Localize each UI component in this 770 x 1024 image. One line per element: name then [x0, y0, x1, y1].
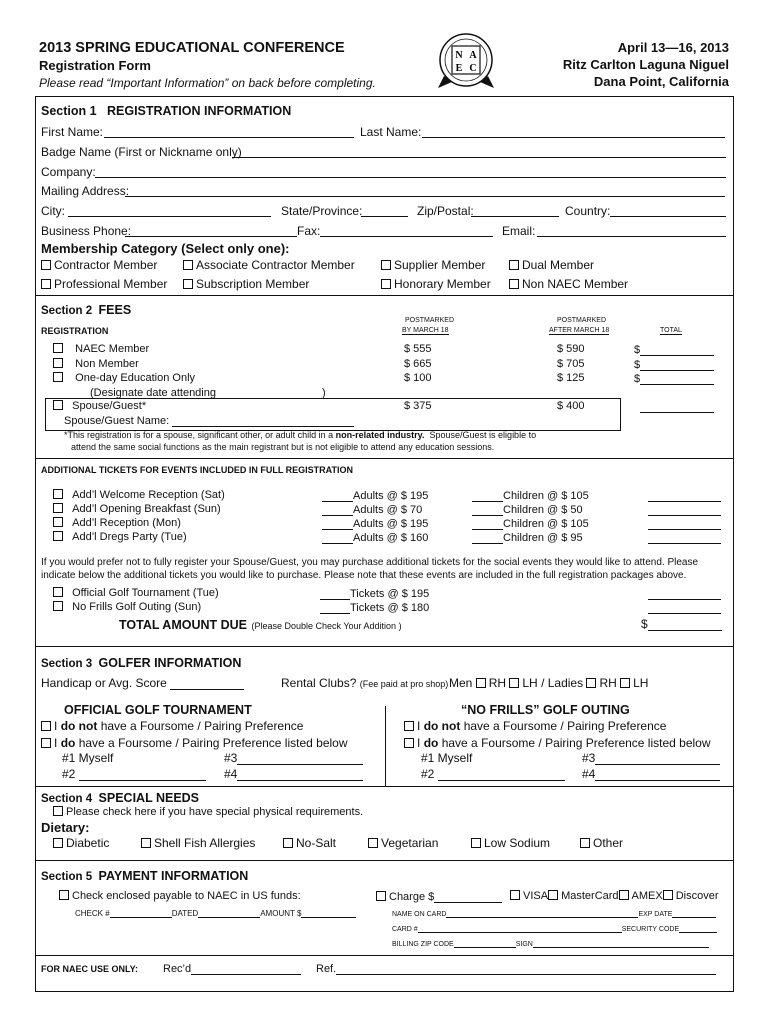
spouse-note-2: attend the same social functions as the main registrant but is not eligible to attend any education sessions.: [71, 442, 495, 452]
badge-name-label: Badge Name (First or Nickname only): [41, 145, 242, 159]
checkbox-icon[interactable]: [183, 279, 193, 289]
ticket-dregs[interactable]: Add’l Dregs Party (Tue): [53, 531, 187, 543]
divider: [35, 295, 733, 296]
checkbox-icon[interactable]: [53, 601, 63, 611]
spouse-name[interactable]: Spouse/Guest Name:: [64, 414, 354, 427]
checkbox-icon[interactable]: [619, 890, 629, 900]
prefer-note-2: indicate below the additional tickets you would like to purchase. Please note that these events are included in the full registration packages above.: [41, 570, 687, 581]
checkbox-icon[interactable]: [663, 890, 673, 900]
city-label: City:: [41, 204, 65, 218]
spouse-note-1: *This registration is for a spouse, significant other, or adult child in a non-related industry. Spouse/Guest is eligible to: [64, 430, 537, 440]
payment-check[interactable]: Check enclosed payable to NAEC in US funds:: [59, 890, 301, 902]
dietary-diabetic[interactable]: Diabetic: [53, 836, 109, 850]
fee-non-member[interactable]: Non Member: [53, 358, 139, 370]
dietary-other[interactable]: Other: [580, 836, 623, 850]
nofrills-2[interactable]: #2: [421, 767, 565, 781]
checkbox-icon[interactable]: [141, 838, 151, 848]
check-details[interactable]: CHECK # DATED AMOUNT $: [75, 908, 356, 918]
naec-logo: [436, 30, 496, 90]
divider: [35, 955, 733, 956]
naec-use-only: FOR NAEC USE ONLY:: [41, 964, 139, 974]
city-field[interactable]: [68, 204, 271, 217]
checkbox-icon[interactable]: [53, 343, 63, 353]
official-3[interactable]: #3: [224, 751, 363, 765]
checkbox-icon[interactable]: [53, 838, 63, 848]
col-march-top: POSTMARKED: [405, 317, 455, 324]
ticket-dregs-child[interactable]: Children @ $ 95: [472, 531, 583, 544]
fee-one-day[interactable]: One-day Education Only: [53, 372, 195, 384]
fee-one-day-total[interactable]: $: [634, 372, 714, 385]
checkbox-icon[interactable]: [53, 489, 63, 499]
checkbox-icon[interactable]: [53, 400, 63, 410]
conference-venue: Ritz Carlton Laguna Niguel: [562, 57, 729, 72]
nofrills-4[interactable]: #4: [582, 767, 720, 781]
membership-professional[interactable]: Professional Member: [41, 277, 167, 291]
ticket-breakfast-adult[interactable]: Adults @ $ 70: [322, 503, 422, 516]
fee-naec-after: $ 590: [557, 343, 585, 355]
ticket-breakfast-total[interactable]: [648, 503, 721, 516]
ticket-golf-official-qty[interactable]: Tickets @ $ 195: [320, 587, 429, 600]
form-title: 2013 SPRING EDUCATIONAL CONFERENCE: [39, 40, 345, 56]
payment-charge[interactable]: Charge $: [376, 890, 502, 903]
last-name-label: Last Name:: [360, 125, 422, 139]
dietary-shellfish[interactable]: Shell Fish Allergies: [141, 836, 255, 850]
checkbox-icon[interactable]: [283, 838, 293, 848]
first-name-field[interactable]: [104, 125, 354, 138]
ticket-golf-official[interactable]: Official Golf Tournament (Tue): [53, 587, 219, 599]
form-note: Please read “Important Information” on back before completing.: [39, 76, 376, 90]
checkbox-icon[interactable]: [53, 372, 63, 382]
ticket-welcome-adult[interactable]: Adults @ $ 195: [322, 489, 428, 502]
fee-spouse-by: $ 375: [404, 400, 432, 412]
nofrills-title: “NO FRILLS” GOLF OUTING: [461, 703, 630, 717]
ref-field[interactable]: Ref.: [316, 962, 716, 975]
logo-letter-a: A: [469, 50, 477, 61]
checkbox-icon[interactable]: [53, 517, 63, 527]
card-number[interactable]: CARD # SECURITY CODE: [392, 924, 717, 933]
checkbox-icon[interactable]: [381, 260, 391, 270]
membership-contractor[interactable]: Contractor Member: [41, 258, 157, 272]
state-field[interactable]: [361, 204, 408, 217]
fee-naec-by: $ 555: [404, 343, 432, 355]
checkbox-icon[interactable]: [368, 838, 378, 848]
fee-spouse[interactable]: Spouse/Guest*: [53, 400, 146, 412]
ticket-welcome-total[interactable]: [648, 489, 721, 502]
rental-clubs: Rental Clubs? (Fee paid at pro shop): [281, 676, 449, 690]
checkbox-icon[interactable]: [41, 721, 51, 731]
membership-supplier[interactable]: Supplier Member: [381, 258, 485, 272]
ticket-welcome-child[interactable]: Children @ $ 105: [472, 489, 589, 502]
payment-cards[interactable]: VISA MasterCard AMEX Discover: [510, 890, 719, 902]
fee-one-day-after: $ 125: [557, 372, 585, 384]
badge-name-field[interactable]: [232, 145, 726, 158]
form-subtitle: Registration Form: [39, 58, 151, 73]
fee-non-by: $ 665: [404, 358, 432, 370]
col-after-bottom: AFTER MARCH 18: [549, 327, 610, 334]
membership-honorary[interactable]: Honorary Member: [381, 277, 491, 291]
conference-dates: April 13—16, 2013: [617, 40, 729, 55]
fee-spouse-after: $ 400: [557, 400, 585, 412]
phone-label: Business Phone:: [41, 224, 132, 238]
email-label: Email:: [502, 224, 536, 238]
nofrills-no-pref[interactable]: I do not have a Foursome / Pairing Preference: [404, 719, 666, 733]
ticket-reception-adult[interactable]: Adults @ $ 195: [322, 517, 428, 530]
total-amount-field[interactable]: $: [641, 617, 722, 631]
additional-heading: ADDITIONAL TICKETS FOR EVENTS INCLUDED IN FULL REGISTRATION: [41, 465, 354, 475]
checkbox-icon[interactable]: [586, 678, 596, 688]
country-label: Country:: [565, 204, 611, 218]
checkbox-icon[interactable]: [509, 678, 519, 688]
official-1: #1 Myself: [62, 751, 114, 765]
rental-options[interactable]: Men RH LH / Ladies RH LH: [449, 676, 649, 690]
checkbox-icon[interactable]: [53, 358, 63, 368]
checkbox-icon[interactable]: [476, 678, 486, 688]
dietary-vegetarian[interactable]: Vegetarian: [368, 836, 438, 850]
fee-naec-member[interactable]: NAEC Member: [53, 343, 149, 355]
logo-letter-c: C: [469, 63, 477, 74]
fee-non-total[interactable]: $: [634, 358, 714, 371]
fee-naec-total[interactable]: $: [634, 343, 714, 356]
ticket-welcome[interactable]: Add’l Welcome Reception (Sat): [53, 489, 225, 501]
checkbox-icon[interactable]: [381, 279, 391, 289]
ticket-golf-official-total[interactable]: [648, 587, 721, 600]
divider: [35, 860, 733, 861]
checkbox-icon[interactable]: [41, 260, 51, 270]
ticket-reception[interactable]: Add’l Reception (Mon): [53, 517, 181, 529]
prefer-note-1: If you would prefer not to fully register your Spouse/Guest, you may purchase additional tickets for the social events they would like to attend. Please: [41, 557, 699, 568]
ticket-dregs-adult[interactable]: Adults @ $ 160: [322, 531, 428, 544]
divider: [35, 458, 733, 459]
divider: [35, 786, 733, 787]
nofrills-3[interactable]: #3: [582, 751, 720, 765]
checkbox-icon[interactable]: [41, 738, 51, 748]
checkbox-icon[interactable]: [53, 531, 63, 541]
membership-dual[interactable]: Dual Member: [509, 258, 594, 272]
registration-label: REGISTRATION: [41, 326, 109, 336]
checkbox-icon[interactable]: [59, 890, 69, 900]
fax-field[interactable]: [320, 224, 493, 237]
fee-one-day-by: $ 100: [404, 372, 432, 384]
section4-heading: Section 4 SPECIAL NEEDS: [41, 791, 200, 805]
ticket-breakfast-child[interactable]: Children @ $ 50: [472, 503, 583, 516]
checkbox-icon[interactable]: [404, 738, 414, 748]
ticket-golf-nofrills[interactable]: No Frills Golf Outing (Sun): [53, 601, 201, 613]
phone-field[interactable]: [125, 224, 297, 237]
section5-heading: Section 5 PAYMENT INFORMATION: [41, 869, 249, 883]
fee-non-after: $ 705: [557, 358, 585, 370]
divider: [35, 646, 733, 647]
nofrills-1: #1 Myself: [421, 751, 473, 765]
official-4[interactable]: #4: [224, 767, 363, 781]
zip-label: Zip/Postal:: [417, 204, 474, 218]
first-name-label: First Name:: [41, 125, 104, 139]
conference-city: Dana Point, California: [593, 74, 729, 89]
official-golf-title: OFFICIAL GOLF TOURNAMENT: [64, 703, 252, 717]
membership-heading: Membership Category (Select only one):: [41, 241, 290, 256]
dietary-low-sodium[interactable]: Low Sodium: [471, 836, 550, 850]
checkbox-icon[interactable]: [53, 503, 63, 513]
country-field[interactable]: [610, 204, 726, 217]
mailing-field[interactable]: [125, 184, 725, 197]
ticket-breakfast[interactable]: Add’l Opening Breakfast (Sun): [53, 503, 221, 515]
membership-non-naec[interactable]: Non NAEC Member: [509, 277, 628, 291]
checkbox-icon[interactable]: [509, 279, 519, 289]
fax-label: Fax:: [297, 224, 321, 238]
logo-letter-e: E: [455, 63, 463, 74]
dietary-no-salt[interactable]: No-Salt: [283, 836, 336, 850]
last-name-field[interactable]: [422, 125, 725, 138]
email-field[interactable]: [537, 224, 726, 237]
checkbox-icon[interactable]: [404, 721, 414, 731]
checkbox-icon[interactable]: [53, 587, 63, 597]
total-amount-due: TOTAL AMOUNT DUE (Please Double Check Your Addition ): [119, 618, 402, 632]
mailing-label: Mailing Address:: [41, 184, 130, 198]
fee-spouse-total[interactable]: [640, 400, 714, 413]
zip-field[interactable]: [471, 204, 559, 217]
official-2[interactable]: #2: [62, 767, 206, 781]
official-no-pref[interactable]: I do not have a Foursome / Pairing Preference: [41, 719, 303, 733]
nofrills-pref[interactable]: I do have a Foursome / Pairing Preference listed below: [404, 736, 711, 750]
checkbox-icon[interactable]: [548, 890, 558, 900]
state-label: State/Province:: [281, 204, 363, 218]
checkbox-icon[interactable]: [509, 260, 519, 270]
checkbox-icon[interactable]: [510, 890, 520, 900]
checkbox-icon[interactable]: [376, 891, 386, 901]
col-total: TOTAL: [660, 327, 682, 334]
dietary-label: Dietary:: [41, 820, 90, 835]
official-pref[interactable]: I do have a Foursome / Pairing Preference listed below: [41, 736, 348, 750]
ticket-reception-child[interactable]: Children @ $ 105: [472, 517, 589, 530]
section2-heading: Section 2 FEES: [41, 303, 132, 317]
checkbox-icon[interactable]: [471, 838, 481, 848]
name-on-card[interactable]: NAME ON CARD EXP DATE: [392, 909, 716, 918]
company-field[interactable]: [95, 165, 726, 178]
handicap[interactable]: Handicap or Avg. Score: [41, 676, 244, 690]
col-march-bottom: BY MARCH 18: [402, 327, 449, 334]
membership-associate[interactable]: Associate Contractor Member: [183, 258, 355, 272]
checkbox-icon[interactable]: [580, 838, 590, 848]
checkbox-icon[interactable]: [41, 279, 51, 289]
ticket-golf-nofrills-qty[interactable]: Tickets @ $ 180: [320, 601, 429, 614]
col-after-top: POSTMARKED: [557, 317, 607, 324]
company-label: Company:: [41, 165, 96, 179]
billing-zip[interactable]: BILLING ZIP CODE SIGN: [392, 939, 709, 948]
checkbox-icon[interactable]: [620, 678, 630, 688]
recd-field[interactable]: Rec’d: [163, 962, 301, 975]
checkbox-icon[interactable]: [53, 806, 63, 816]
section3-heading: Section 3 GOLFER INFORMATION: [41, 656, 242, 670]
section1-heading: Section 1 REGISTRATION INFORMATION: [41, 104, 292, 118]
ticket-reception-total[interactable]: [648, 517, 721, 530]
ticket-golf-nofrills-total[interactable]: [648, 601, 721, 614]
golf-divider: [385, 706, 386, 786]
logo-letter-n: N: [455, 50, 463, 61]
ticket-dregs-total[interactable]: [648, 531, 721, 544]
special-needs[interactable]: Please check here if you have special physical requirements.: [53, 806, 363, 818]
membership-subscription[interactable]: Subscription Member: [183, 277, 309, 291]
checkbox-icon[interactable]: [183, 260, 193, 270]
designate-date[interactable]: (Designate date attending ): [90, 387, 326, 399]
